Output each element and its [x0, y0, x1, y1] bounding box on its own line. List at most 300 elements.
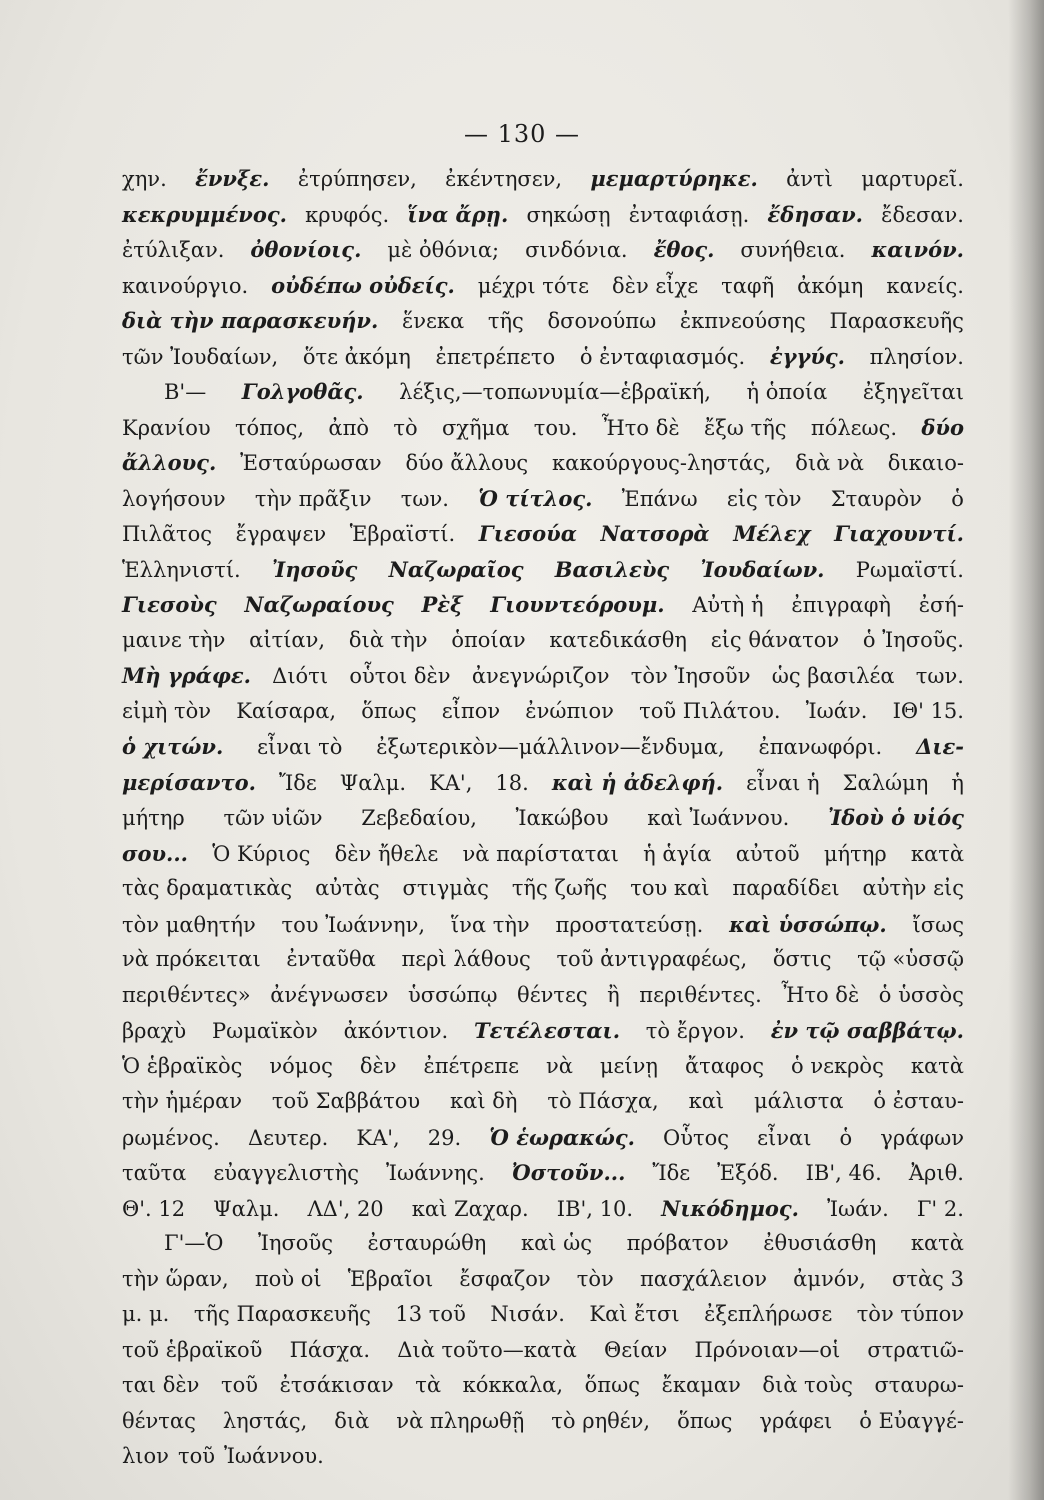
bold-term: Γολγοθᾶς.	[241, 379, 364, 404]
text-segment: ἐνταφιάσῃ.	[628, 202, 750, 227]
text-segment: ΙΒ', 46.	[805, 1161, 882, 1185]
text-segment: τόπος,	[234, 415, 305, 440]
bold-term: Ναζωραῖος	[388, 556, 524, 582]
text-segment: λογήσουν	[122, 486, 226, 511]
text-segment: ὁ	[839, 1125, 853, 1150]
text-segment: ἴσως	[912, 912, 964, 937]
body-text	[122, 166, 964, 1480]
text-segment: Θείαν	[604, 1337, 668, 1362]
text-segment: ὁ Εὐαγγέ-	[859, 1408, 964, 1433]
bold-term: Γιεσοὺς	[122, 592, 217, 617]
bold-term: δύο	[921, 414, 964, 440]
text-line	[122, 1267, 964, 1303]
text-segment: ἀκόμη	[797, 273, 864, 298]
text-line	[122, 237, 964, 273]
text-segment: δύο ἄλλους	[405, 451, 529, 475]
text-segment: αὐτὰς	[315, 876, 380, 900]
text-segment: τῶν Ἰουδαίων,	[122, 344, 279, 369]
text-segment: ἐξωτερικὸν—μάλλινον—ἔνδυμα,	[376, 735, 725, 759]
bold-term: ἵνα ἄρῃ.	[407, 201, 509, 227]
text-segment: σινδόνια.	[525, 238, 628, 262]
text-segment: γράφων	[880, 1125, 964, 1150]
text-line	[122, 663, 964, 699]
text-segment: Πιλᾶτος	[122, 522, 213, 546]
text-segment: ληστάς,	[222, 1408, 308, 1433]
text-segment: ἐκπνεούσης	[679, 309, 806, 333]
bold-term: σου...	[122, 840, 188, 866]
text-line	[122, 415, 964, 451]
text-segment: Β'—	[164, 380, 207, 404]
text-segment: μαινε τὴν	[122, 627, 226, 652]
text-segment: Ρωμαϊστί.	[855, 557, 964, 582]
text-segment: Καὶ ἔτσι	[589, 1302, 680, 1326]
text-segment: ρωμένος.	[122, 1125, 220, 1150]
text-segment: Ἴδε	[278, 770, 317, 795]
bold-term: Ἰδοὺ ὁ υἱός	[828, 805, 964, 830]
bold-term: οὐδέπω οὐδείς.	[271, 272, 455, 298]
text-segment: Ἐξόδ.	[717, 1161, 779, 1185]
bold-term: Μὴ γράφε.	[122, 663, 251, 688]
text-segment: Ἐπάνω	[621, 486, 698, 511]
text-line	[122, 1373, 964, 1409]
text-segment: ἐπανωφόρι.	[758, 735, 883, 759]
bold-term: Νατσορὰ	[600, 521, 710, 546]
text-line	[122, 1054, 964, 1090]
bold-term: Γιεσούα	[478, 521, 577, 546]
text-line	[122, 592, 964, 628]
bold-term: ἔθος.	[653, 237, 715, 262]
text-line	[122, 628, 964, 664]
bold-term: διὰ τὴν παρασκευήν.	[122, 308, 379, 333]
page-number: — 130 —	[463, 120, 581, 148]
text-segment: λέξις,—τοπωνυμία—ἑβραϊκή,	[399, 380, 711, 404]
text-segment: τὴν ἡμέραν	[122, 1089, 243, 1113]
text-line	[122, 1231, 964, 1267]
text-segment: ἔγραψεν	[235, 522, 327, 546]
text-segment: μέχρι τότε	[477, 273, 590, 298]
text-line	[122, 983, 964, 1019]
bold-term: μερίσαντο.	[122, 769, 256, 795]
text-segment: ἔσφαζον	[459, 1266, 551, 1291]
text-segment: εἰμὴ τὸν	[122, 698, 212, 723]
text-segment: μ. μ.	[122, 1302, 170, 1326]
text-segment: ἐξηγεῖται	[862, 380, 964, 404]
text-segment: τῆς Παρασκευῆς	[193, 1302, 371, 1326]
text-segment: τῶν υἱῶν	[223, 806, 323, 830]
text-segment: ὅτε ἀκόμη	[302, 344, 411, 369]
text-segment: ποὺ οἱ	[254, 1266, 322, 1291]
text-segment: Γ'—Ὁ	[164, 1231, 224, 1255]
text-line	[122, 486, 964, 522]
text-segment: γράφει	[759, 1408, 833, 1433]
text-segment: ἐξεπλήρωσε	[704, 1302, 833, 1326]
text-segment: τὰ	[415, 1373, 442, 1397]
text-segment: τὸ ρηθέν,	[551, 1408, 651, 1433]
text-line	[122, 770, 964, 806]
text-segment: 18.	[495, 770, 529, 795]
text-line	[122, 912, 964, 948]
text-segment: Ἴδε	[652, 1161, 691, 1185]
text-segment: τὸν	[576, 1266, 614, 1291]
text-segment: Ἰωάν.	[827, 1196, 889, 1221]
text-segment: νόμος	[269, 1053, 333, 1078]
text-segment: δὲν εἶχε	[612, 273, 699, 298]
text-segment: τὸ Πάσχα,	[547, 1089, 659, 1113]
text-segment: μαρτυρεῖ.	[861, 167, 964, 191]
bold-term: καὶ ὑσσώπῳ.	[729, 911, 887, 937]
text-segment: Ἐσταύρωσαν	[240, 451, 382, 475]
text-segment: Ἦτο δὲ	[601, 415, 680, 440]
text-segment: χην.	[122, 167, 167, 191]
text-segment: Ὁ Κύριος	[212, 841, 311, 866]
text-segment: τοῦ	[177, 1444, 215, 1468]
text-line	[122, 1089, 964, 1125]
text-segment: τὸν Ἰησοῦν	[630, 664, 751, 688]
text-segment: ἡ ἁγία	[643, 841, 712, 866]
text-segment: συνήθεια.	[740, 238, 846, 262]
text-segment: τῷ «ὑσσῷ	[857, 947, 964, 971]
text-line	[122, 166, 964, 202]
bold-term: ἔννξε.	[195, 166, 270, 191]
text-segment: Ἦτο δὲ	[781, 982, 860, 1007]
text-segment: Ὁ ἑβραϊκὸς	[122, 1053, 243, 1078]
bold-term: Μέλεχ	[733, 521, 811, 546]
text-segment: θέντες	[517, 982, 588, 1007]
text-segment: στρατιῶ-	[867, 1337, 964, 1362]
bold-term: Ρὲξ	[421, 592, 463, 617]
text-line	[122, 1160, 964, 1196]
text-line	[122, 557, 964, 593]
text-segment: εἶναι	[757, 1125, 812, 1150]
bold-term: κεκρυμμένος.	[122, 201, 287, 227]
text-segment: Δευτερ.	[247, 1125, 329, 1150]
text-segment: ται δὲν	[122, 1373, 200, 1397]
text-segment: μὲ ὀθόνια;	[387, 238, 500, 262]
text-line	[122, 805, 964, 841]
text-line	[122, 379, 964, 415]
text-line	[122, 947, 964, 983]
text-segment: τοῦ Σαββάτου	[271, 1089, 421, 1113]
text-segment: ὁ ὑσσὸς	[878, 982, 964, 1007]
text-segment: ΚΑ',	[429, 770, 473, 795]
bold-term: Βασιλεὺς	[554, 556, 670, 582]
text-segment: νὰ	[545, 1053, 573, 1078]
text-line	[122, 273, 964, 309]
text-segment: ὅστις	[772, 947, 832, 971]
text-segment: Ἰωάννης.	[386, 1161, 485, 1185]
bold-term: ἐγγύς.	[769, 343, 845, 369]
text-segment: Παρασκευῆς	[829, 309, 964, 333]
text-segment: ὁ ἐσταυ-	[873, 1089, 964, 1113]
text-line	[122, 1338, 964, 1374]
text-segment: κατὰ	[910, 1053, 964, 1078]
text-segment: καὶ ὡς	[520, 1231, 593, 1255]
text-segment: ἐνταῦθα	[286, 947, 376, 971]
bold-term: ἄλλους.	[122, 450, 217, 475]
text-segment: του.	[533, 415, 578, 440]
text-segment: τοῦ	[220, 1373, 259, 1397]
bold-term: Ὁ τίτλος.	[478, 485, 593, 511]
text-segment: βραχὺ	[122, 1019, 187, 1043]
text-segment: ἀπὸ	[328, 415, 370, 440]
text-line	[122, 1409, 964, 1445]
text-segment: μήτηρ	[823, 841, 887, 866]
text-segment: ἀντὶ	[786, 167, 833, 191]
text-segment: ὁ	[951, 486, 964, 511]
text-segment: Σταυρὸν	[830, 486, 922, 511]
text-segment: κατὰ	[910, 841, 964, 866]
text-segment: των.	[915, 664, 964, 688]
text-segment: δικαιο-	[887, 451, 964, 475]
bold-term: Ὁ ἑωρακώς.	[489, 1124, 635, 1150]
text-segment: ταῦτα	[122, 1161, 187, 1185]
text-segment: ΙΒ', 10.	[556, 1196, 634, 1221]
text-segment: ἡ ὁποία	[746, 380, 828, 404]
bold-term: Ναζωραίους	[244, 592, 394, 617]
text-segment: καὶ	[688, 1089, 725, 1113]
text-segment: τοῦ Πιλάτου.	[639, 698, 781, 723]
text-segment: Θ'. 12	[122, 1196, 186, 1221]
text-line	[122, 876, 964, 912]
bold-term: Ἰησοῦς	[272, 556, 358, 582]
text-segment: ἐπιγραφὴ	[791, 593, 891, 617]
text-segment: τοῦ ἑβραϊκοῦ	[122, 1337, 263, 1362]
text-segment: τὸ	[393, 415, 418, 440]
text-segment: τοῦ ἀντιγραφέως,	[556, 947, 748, 971]
text-segment: ἢ	[607, 982, 620, 1007]
text-segment: ἐσταυρώθη	[367, 1231, 487, 1255]
bold-term: Διε-	[916, 734, 964, 759]
text-segment: ἐθυσιάσθη	[763, 1231, 877, 1255]
text-segment: πλησίον.	[869, 344, 964, 369]
text-segment: τὸν τύπον	[856, 1302, 964, 1326]
text-segment: Οὗτος	[663, 1125, 730, 1150]
text-segment: ἀνέγνωσεν	[270, 982, 389, 1007]
text-segment: ἔκαμαν	[661, 1373, 741, 1397]
text-segment: εὐαγγελιστὴς	[213, 1161, 360, 1185]
text-segment: ἐκέντησεν,	[445, 167, 563, 191]
bold-term: Νικόδημος.	[661, 1195, 799, 1221]
text-segment: νὰ πληρωθῇ	[396, 1408, 525, 1433]
text-segment: Πρόνοιαν—οἱ	[694, 1337, 841, 1362]
text-segment: Γ' 2.	[916, 1196, 964, 1221]
text-segment: τὸν μαθητήν	[122, 912, 256, 937]
text-segment: 29.	[427, 1125, 462, 1150]
text-segment: ὑσσώπῳ	[408, 982, 498, 1007]
text-segment: ὁ νεκρὸς	[791, 1053, 884, 1078]
bold-term: καινόν.	[871, 237, 964, 262]
text-segment: κόκκαλα,	[462, 1373, 564, 1397]
text-segment: καὶ Ζαχαρ.	[411, 1196, 529, 1221]
text-segment: ὡς βασιλέα	[771, 664, 895, 688]
text-segment: μείνῃ	[599, 1053, 658, 1078]
text-segment: κατεδικάσθη	[549, 627, 687, 652]
text-segment: περιθέντες»	[122, 982, 251, 1007]
text-segment: εἶναι ἡ	[746, 770, 820, 795]
text-segment: δσονούπω	[547, 309, 657, 333]
text-segment: Αὐτὴ ἡ	[692, 593, 764, 617]
text-segment: ὁ Ἰησοῦς.	[862, 627, 964, 652]
text-segment: καὶ Ἰωάννου.	[647, 806, 790, 830]
text-segment: σηκώσῃ	[526, 202, 611, 227]
text-line	[122, 450, 964, 486]
text-line	[122, 202, 964, 238]
text-segment: διὰ τὴν	[348, 627, 428, 652]
bold-term: ὁ χιτών.	[122, 734, 224, 759]
bold-term: καὶ ἡ ἀδελφή.	[551, 769, 724, 795]
page-edge-shadow	[1008, 0, 1044, 1500]
text-segment: διὰ	[334, 1408, 370, 1433]
text-segment: μάλιστα	[754, 1089, 844, 1113]
text-segment: Διότι	[272, 664, 329, 688]
text-segment: Ἑβραῖοι	[347, 1266, 434, 1291]
text-segment: καὶ δὴ	[450, 1089, 518, 1113]
bold-term: ἔδησαν.	[767, 201, 863, 227]
text-segment: κανείς.	[886, 273, 964, 298]
text-line	[122, 1018, 964, 1054]
text-segment: εἰς τὸν	[726, 486, 802, 511]
text-segment: καινούργιο.	[122, 273, 249, 298]
text-segment: ὁποίαν	[451, 627, 526, 652]
text-segment: ὅπως	[677, 1408, 733, 1433]
text-segment: διὰ τοὺς	[762, 1373, 853, 1397]
bold-term: μεμαρτύρηκε.	[590, 166, 758, 191]
text-segment: ὁ ἐνταφιασμός.	[579, 344, 746, 369]
text-line	[122, 734, 964, 770]
bold-term: Γιουντεόρουμ.	[490, 592, 665, 617]
text-line	[122, 1196, 964, 1232]
text-segment: Ἀριθ.	[908, 1161, 964, 1185]
text-segment: περιθέντες.	[639, 982, 762, 1007]
text-segment: τῆς	[487, 309, 524, 333]
text-segment: λιον	[122, 1444, 169, 1468]
text-segment: αὐτὴν εἰς	[862, 876, 964, 900]
text-segment: 13 τοῦ	[395, 1302, 466, 1326]
text-segment: οὗτοι δὲν	[349, 664, 451, 688]
text-segment: μήτηρ	[122, 806, 185, 830]
text-segment: ἕνεκα	[401, 309, 465, 333]
text-segment: ταφῆ	[721, 273, 775, 298]
text-segment: τὸ ἔργον.	[645, 1019, 745, 1043]
text-segment: ἄταφος	[684, 1053, 765, 1078]
text-line	[122, 699, 964, 735]
bold-term: ἐν τῷ σαββάτῳ.	[770, 1018, 964, 1043]
text-segment: τῆς ζωῆς	[511, 876, 608, 900]
text-segment: τὴν ὥραν,	[122, 1266, 229, 1291]
text-segment: του καὶ	[630, 876, 710, 900]
text-segment: Νισάν.	[490, 1302, 565, 1326]
text-segment: πασχάλειον	[639, 1266, 768, 1291]
bold-term: Ὀστοῦν...	[511, 1160, 626, 1185]
text-segment: σχῆμα	[441, 415, 510, 440]
text-segment: ἐπετρέπετο	[435, 344, 556, 369]
text-segment: ἀκόντιον.	[343, 1019, 449, 1043]
text-segment: των.	[400, 486, 449, 511]
text-segment: Ἰησοῦς	[257, 1231, 333, 1255]
bold-term: ὀθονίοις.	[250, 237, 362, 262]
text-segment: ἡ	[951, 770, 964, 795]
text-line	[122, 1125, 964, 1161]
text-segment: αὐτοῦ	[735, 841, 800, 866]
text-segment: ἐτσάκισαν	[279, 1373, 394, 1397]
text-line	[122, 344, 964, 380]
text-segment: Ρωμαϊκὸν	[211, 1019, 318, 1043]
text-line	[122, 1444, 964, 1480]
text-segment: ΛΔ', 20	[307, 1196, 384, 1221]
text-segment: Καίσαρα,	[236, 698, 337, 723]
text-segment: ἐνώπιον	[525, 698, 614, 723]
text-segment: του Ἰωάννην,	[281, 912, 426, 937]
text-line	[122, 521, 964, 557]
text-segment: ἐπέτρεπε	[423, 1053, 519, 1078]
text-segment: αἰτίαν,	[249, 627, 326, 652]
text-segment: Σαλώμη	[842, 770, 929, 795]
text-segment: Ἑβραϊστί.	[349, 522, 456, 546]
text-segment: ἐτρύπησεν,	[297, 167, 417, 191]
text-segment: στιγμὰς	[402, 876, 489, 900]
text-segment: Διὰ τοῦτο—κατὰ	[397, 1337, 577, 1362]
text-segment: τὴν πρᾶξιν	[254, 486, 372, 511]
text-segment: Ἰακώβου	[515, 806, 609, 830]
text-segment: Κρανίου	[122, 415, 211, 440]
text-segment: ἔδεσαν.	[881, 202, 964, 227]
text-segment: Ψαλμ.	[213, 1196, 280, 1221]
text-segment: πρόβατον	[626, 1231, 729, 1255]
text-segment: κρυφός.	[305, 202, 390, 227]
text-segment: Ζεβεδαίου,	[361, 806, 477, 830]
text-segment: περὶ λάθους	[401, 947, 531, 971]
text-segment: τὰς δραματικὰς	[122, 876, 293, 900]
bold-term: Τετέλεσται.	[473, 1018, 621, 1043]
text-segment: ὅπως	[584, 1373, 640, 1397]
text-segment: ὅπως	[361, 698, 417, 723]
text-line	[122, 1302, 964, 1338]
text-segment: νὰ πρόκειται	[122, 947, 261, 971]
text-segment: στὰς 3	[892, 1266, 964, 1291]
text-segment: Ἑλληνιστί.	[122, 557, 241, 582]
text-segment: ἀμνόν,	[793, 1266, 866, 1291]
text-segment: κακούργους-ληστάς,	[552, 451, 772, 475]
text-segment: ΚΑ',	[356, 1125, 400, 1150]
bold-term: Γιαχουντί.	[834, 521, 964, 546]
text-segment: Πάσχα.	[289, 1337, 371, 1362]
text-segment: παραδίδει	[732, 876, 840, 900]
text-line	[122, 841, 964, 877]
text-segment: διὰ νὰ	[795, 451, 864, 475]
text-segment: Ἰωάννου.	[223, 1444, 324, 1468]
text-segment: προστατεύσῃ.	[555, 912, 704, 937]
text-segment: νὰ παρίσταται	[462, 841, 619, 866]
text-segment: Ἰωάν.	[805, 698, 868, 723]
text-segment: ἀνεγνώριζον	[471, 664, 610, 688]
text-segment: εἰς θάνατον	[710, 627, 840, 652]
text-segment: ἐσή-	[918, 593, 964, 617]
text-segment: δὲν	[359, 1053, 397, 1078]
text-segment: σταυρω-	[874, 1373, 964, 1397]
text-segment: ἐτύλιξαν.	[122, 238, 225, 262]
text-line	[122, 308, 964, 344]
text-segment: ἵνα τὴν	[450, 912, 530, 937]
text-segment: δὲν ἤθελε	[334, 841, 439, 866]
text-segment: θέντας	[122, 1408, 196, 1433]
text-segment: εἶπον	[441, 698, 501, 723]
text-segment: ΙΘ' 15.	[892, 698, 964, 723]
text-segment: εἶναι τὸ	[257, 735, 343, 759]
bold-term: Ἰουδαίων.	[700, 556, 825, 582]
text-segment: Ψαλμ.	[339, 770, 407, 795]
text-segment: πόλεως.	[810, 415, 898, 440]
text-segment: ἔξω τῆς	[703, 415, 787, 440]
